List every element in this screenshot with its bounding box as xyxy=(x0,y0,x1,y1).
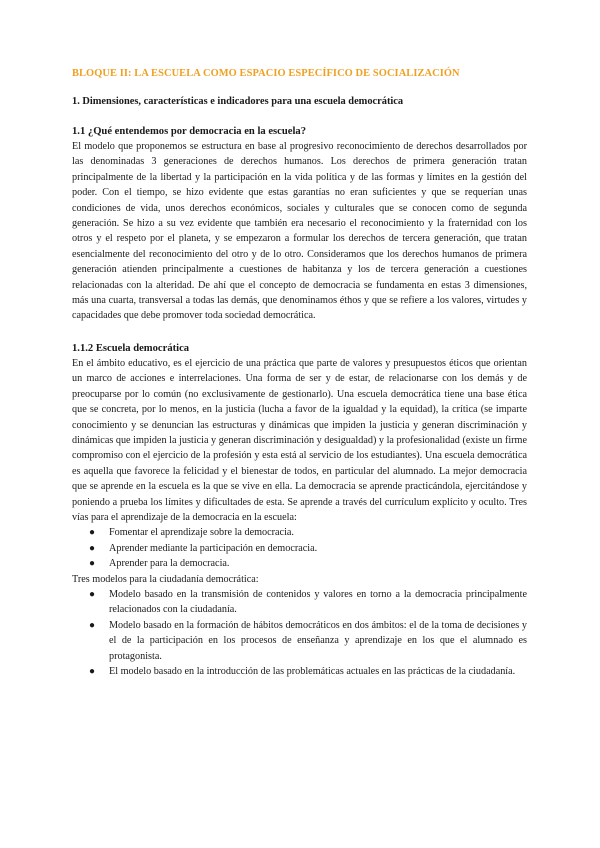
subsection-paragraph-1: El modelo que proponemos se estructura en base al progresivo reconocimiento de derechos desarrollados por las denominadas 3 generaciones de derechos humanos. Los derechos de primera generación tratan principalmente de la libertad y la participación en la vida política y de las formas y límites en la gestión del poder. Con el tiempo, se hizo evidente que estas garantías no eran suficientes y que se requerían unas condiciones de vida, unos derechos económicos, sociales y culturales que se conocen como de segunda generación. Se hizo a su vez evidente que también era necesario el reconocimiento y la fraternidad con los otros y el respeto por el planeta, y se empezaron a formular los derechos de tercera generación, que tratan esencialmente del reconocimiento del otro y de lo otro. Consideramos que los derechos humanos de primera generación atienden principalmente a cuestiones de habitanza y los de tercera generación a cuestiones relacionadas con la alteridad. De ahí que el concepto de democracia se fundamenta en estas 3 dimensiones, más una cuarta, transversal a todas las demás, que denominamos éthos y que se refiere a los valores, virtudes y capacidades que debe promover toda sociedad democrática. xyxy=(72,141,527,322)
bullet-icon: ● xyxy=(89,619,96,631)
list-item xyxy=(72,556,527,571)
list-item-text: El modelo basado en la introducción de las problemáticas actuales en las prácticas de la ciudadanía. xyxy=(109,666,516,677)
list-item-text: Modelo basado en la transmisión de contenidos y valores en torno a la democracia principalmente relacionados con la ciudadanía. xyxy=(109,588,527,616)
list-item xyxy=(72,525,527,540)
subsection-paragraph-2: En el ámbito educativo, es el ejercicio de una práctica que parte de valores y presupuestos éticos que orientan un marco de acciones e interrelaciones. Una forma de ser y de estar, de relacionarse con los demás y de preocuparse por lo común (no exclusivamente de gestionarlo). Una escuela democrática tiene una base ética que se concreta, por lo menos, en la justicia (lucha a favor de la igualdad y la equidad), la crítica (se imparte conocimiento y se denuncian las estructuras y dinámicas que impiden la justicia y generan discriminación y dinámicas que impiden la justicia y generan discriminación y desigualdad) y la profesionalidad (existe un firme compromiso con el ejercicio de la profesión y esta está al servicio de los estudiantes). Una escuela democrática es aquella que favorece la felicidad y el bienestar de todos, en particular del alumnado. La mejor democracia que se aprende en la escuela es la que se vive en ella. La democracia se aprende practicándola, ejercitándose y poniendo a prueba los límites y dificultades de esta. Se aprende a través del currículum explícito y oculto. Tres vías para el aprendizaje de la democracia en la escuela: xyxy=(72,357,527,523)
bullet-icon: ● xyxy=(89,542,96,554)
list-item xyxy=(72,664,527,679)
block-title: BLOQUE II: LA ESCUELA COMO ESPACIO ESPECÍFICO DE SOCIALIZACIÓN xyxy=(72,68,460,79)
bullet-icon: ● xyxy=(89,558,96,570)
list-item-text: Modelo basado en la formación de hábitos democráticos en dos ámbitos: el de la toma de decisiones y el de la participación en los procesos de enseñanza y aprendizaje en los que el alumnado es protagonista. xyxy=(109,619,527,662)
ways-list xyxy=(72,525,527,571)
list-item-text: Aprender para la democracia. xyxy=(109,558,230,570)
subsection-title-1: 1.1 ¿Qué entendemos por democracia en la escuela? xyxy=(72,126,307,137)
models-intro: Tres modelos para la ciudadanía democrática: xyxy=(72,573,259,585)
list-item-text: Aprender mediante la participación en democracia. xyxy=(109,542,318,554)
bullet-icon: ● xyxy=(89,588,96,600)
document-page xyxy=(72,68,527,679)
bullet-icon: ● xyxy=(89,666,96,677)
list-item xyxy=(72,618,527,664)
models-list xyxy=(72,587,527,679)
subsection-title-2: 1.1.2 Escuela democrática xyxy=(72,342,190,354)
list-item xyxy=(72,587,527,618)
list-item xyxy=(72,541,527,556)
list-item-text: Fomentar el aprendizaje sobre la democracia. xyxy=(109,527,294,539)
section-title: 1. Dimensiones, características e indicadores para una escuela democrática xyxy=(72,96,404,107)
bullet-icon: ● xyxy=(89,527,96,539)
